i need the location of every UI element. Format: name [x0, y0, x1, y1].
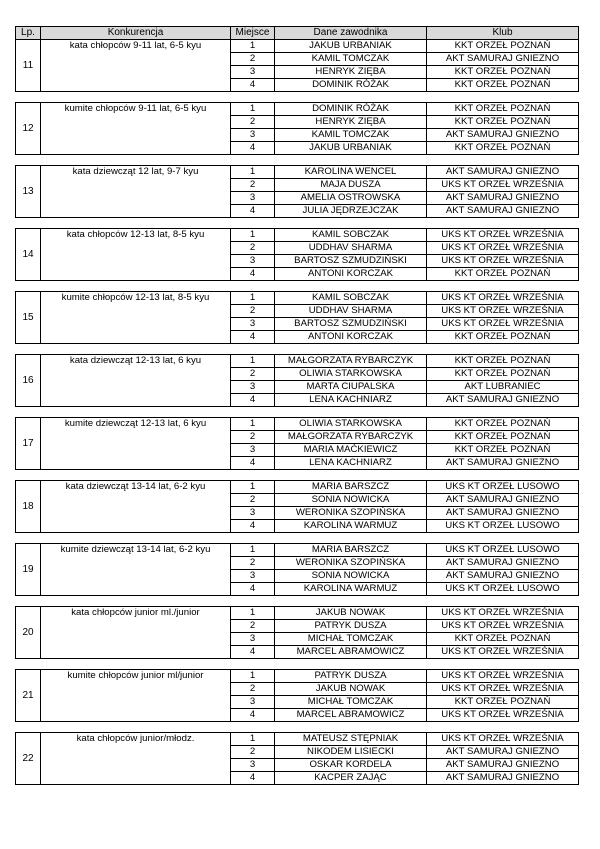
table-row: [16, 544, 579, 557]
header-competition: Konkurencja: [41, 27, 231, 40]
competition-cell: kata dziewcząt 12 lat, 9-7 kyu: [41, 166, 231, 218]
club-cell: KKT ORZEŁ POZNAŃ: [427, 418, 579, 431]
table-row: [16, 418, 579, 431]
club-cell: KKT ORZEŁ POZNAŃ: [427, 696, 579, 709]
athlete-cell: MARCEL ABRAMOWICZ: [275, 709, 427, 722]
athlete-cell: JULIA JĘDRZEJCZAK: [275, 205, 427, 218]
results-table: [15, 26, 579, 785]
place-cell: 3: [231, 66, 275, 79]
table-row: [16, 733, 579, 746]
place-cell: 1: [231, 229, 275, 242]
club-cell: KKT ORZEŁ POZNAŃ: [427, 431, 579, 444]
club-cell: KKT ORZEŁ POZNAŃ: [427, 368, 579, 381]
athlete-cell: MAJA DUSZA: [275, 179, 427, 192]
place-cell: 1: [231, 544, 275, 557]
group-spacer: [16, 407, 579, 418]
athlete-cell: MAŁGORZATA RYBARCZYK: [275, 355, 427, 368]
competition-cell: kumite chłopców 9-11 lat, 6-5 kyu: [41, 103, 231, 155]
athlete-cell: MARIA BARSZCZ: [275, 481, 427, 494]
club-cell: KKT ORZEŁ POZNAŃ: [427, 103, 579, 116]
table-row: [16, 166, 579, 179]
group-spacer: [16, 722, 579, 733]
club-cell: KKT ORZEŁ POZNAŃ: [427, 268, 579, 281]
athlete-cell: MARCEL ABRAMOWICZ: [275, 646, 427, 659]
athlete-cell: KAMIL SOBCZAK: [275, 229, 427, 242]
place-cell: 2: [231, 557, 275, 570]
place-cell: 1: [231, 103, 275, 116]
athlete-cell: BARTOSZ SZMUDZIŃSKI: [275, 318, 427, 331]
place-cell: 3: [231, 507, 275, 520]
place-cell: 2: [231, 305, 275, 318]
club-cell: KKT ORZEŁ POZNAŃ: [427, 444, 579, 457]
athlete-cell: JAKUB NOWAK: [275, 683, 427, 696]
club-cell: AKT SAMURAJ GNIEZNO: [427, 494, 579, 507]
place-cell: 2: [231, 179, 275, 192]
club-cell: KKT ORZEŁ POZNAŃ: [427, 633, 579, 646]
club-cell: AKT SAMURAJ GNIEZNO: [427, 557, 579, 570]
group-spacer: [16, 659, 579, 670]
athlete-cell: LENA KACHNIARZ: [275, 394, 427, 407]
club-cell: UKS KT ORZEŁ WRZEŚNIA: [427, 709, 579, 722]
athlete-cell: MATEUSZ STĘPNIAK: [275, 733, 427, 746]
club-cell: KKT ORZEŁ POZNAŃ: [427, 66, 579, 79]
athlete-cell: UDDHAV SHARMA: [275, 242, 427, 255]
place-cell: 2: [231, 53, 275, 66]
athlete-cell: ANTONI KORCZAK: [275, 268, 427, 281]
place-cell: 4: [231, 394, 275, 407]
club-cell: UKS KT ORZEŁ WRZEŚNIA: [427, 607, 579, 620]
athlete-cell: KAMIL SOBCZAK: [275, 292, 427, 305]
table-row: [16, 670, 579, 683]
lp-cell: 19: [16, 544, 41, 596]
club-cell: UKS KT ORZEŁ WRZEŚNIA: [427, 683, 579, 696]
club-cell: KKT ORZEŁ POZNAŃ: [427, 116, 579, 129]
header-lp: Lp.: [16, 27, 41, 40]
competition-cell: kata chłopców 9-11 lat, 6-5 kyu: [41, 40, 231, 92]
athlete-cell: KAROLINA WARMUZ: [275, 583, 427, 596]
place-cell: 4: [231, 646, 275, 659]
club-cell: AKT SAMURAJ GNIEZNO: [427, 166, 579, 179]
competition-cell: kumite dziewcząt 13-14 lat, 6-2 kyu: [41, 544, 231, 596]
place-cell: 4: [231, 79, 275, 92]
table-row: [16, 607, 579, 620]
lp-cell: 18: [16, 481, 41, 533]
competition-cell: kumite dziewcząt 12-13 lat, 6 kyu: [41, 418, 231, 470]
table-row: [16, 103, 579, 116]
place-cell: 1: [231, 292, 275, 305]
athlete-cell: BARTOSZ SZMUDZIŃSKI: [275, 255, 427, 268]
club-cell: KKT ORZEŁ POZNAŃ: [427, 79, 579, 92]
club-cell: UKS KT ORZEŁ LUSOWO: [427, 481, 579, 494]
competition-cell: kata chłopców junior/młodz.: [41, 733, 231, 785]
place-cell: 4: [231, 583, 275, 596]
athlete-cell: ANTONI KORCZAK: [275, 331, 427, 344]
athlete-cell: JAKUB URBANIAK: [275, 142, 427, 155]
place-cell: 3: [231, 633, 275, 646]
place-cell: 3: [231, 255, 275, 268]
club-cell: AKT SAMURAJ GNIEZNO: [427, 570, 579, 583]
athlete-cell: KACPER ZAJĄC: [275, 772, 427, 785]
lp-cell: 15: [16, 292, 41, 344]
club-cell: AKT SAMURAJ GNIEZNO: [427, 507, 579, 520]
club-cell: UKS KT ORZEŁ WRZEŚNIA: [427, 733, 579, 746]
table-header-row: [16, 27, 579, 40]
club-cell: KKT ORZEŁ POZNAŃ: [427, 331, 579, 344]
athlete-cell: OLIWIA STARKOWSKA: [275, 368, 427, 381]
athlete-cell: AMELIA OSTROWSKA: [275, 192, 427, 205]
club-cell: AKT SAMURAJ GNIEZNO: [427, 772, 579, 785]
athlete-cell: WERONIKA SZOPIŃSKA: [275, 557, 427, 570]
competition-cell: kata chłopców 12-13 lat, 8-5 kyu: [41, 229, 231, 281]
place-cell: 3: [231, 696, 275, 709]
club-cell: UKS KT ORZEŁ WRZEŚNIA: [427, 318, 579, 331]
group-spacer: [16, 218, 579, 229]
table-row: [16, 40, 579, 53]
athlete-cell: HENRYK ZIĘBA: [275, 116, 427, 129]
place-cell: 4: [231, 457, 275, 470]
club-cell: AKT SAMURAJ GNIEZNO: [427, 192, 579, 205]
place-cell: 2: [231, 368, 275, 381]
athlete-cell: KAMIL TOMCZAK: [275, 53, 427, 66]
lp-cell: 12: [16, 103, 41, 155]
place-cell: 2: [231, 494, 275, 507]
competition-cell: kata dziewcząt 13-14 lat, 6-2 kyu: [41, 481, 231, 533]
results-body: [16, 40, 579, 785]
club-cell: AKT SAMURAJ GNIEZNO: [427, 746, 579, 759]
athlete-cell: SONIA NOWICKA: [275, 570, 427, 583]
athlete-cell: WERONIKA SZOPIŃSKA: [275, 507, 427, 520]
club-cell: UKS KT ORZEŁ WRZEŚNIA: [427, 620, 579, 633]
group-spacer: [16, 155, 579, 166]
place-cell: 1: [231, 607, 275, 620]
place-cell: 1: [231, 355, 275, 368]
place-cell: 2: [231, 431, 275, 444]
athlete-cell: MARTA CIUPALSKA: [275, 381, 427, 394]
athlete-cell: PATRYK DUSZA: [275, 620, 427, 633]
table-row: [16, 292, 579, 305]
place-cell: 1: [231, 40, 275, 53]
lp-cell: 21: [16, 670, 41, 722]
place-cell: 4: [231, 772, 275, 785]
club-cell: AKT SAMURAJ GNIEZNO: [427, 759, 579, 772]
group-spacer: [16, 281, 579, 292]
club-cell: AKT LUBRANIEC: [427, 381, 579, 394]
place-cell: 2: [231, 620, 275, 633]
place-cell: 2: [231, 746, 275, 759]
competition-cell: kumite chłopców 12-13 lat, 8-5 kyu: [41, 292, 231, 344]
club-cell: UKS KT ORZEŁ WRZEŚNIA: [427, 179, 579, 192]
place-cell: 2: [231, 116, 275, 129]
club-cell: KKT ORZEŁ POZNAŃ: [427, 40, 579, 53]
club-cell: KKT ORZEŁ POZNAŃ: [427, 355, 579, 368]
competition-cell: kata chłopców junior ml./junior: [41, 607, 231, 659]
athlete-cell: KAMIL TOMCZAK: [275, 129, 427, 142]
table-row: [16, 355, 579, 368]
club-cell: UKS KT ORZEŁ WRZEŚNIA: [427, 646, 579, 659]
club-cell: UKS KT ORZEŁ WRZEŚNIA: [427, 229, 579, 242]
club-cell: UKS KT ORZEŁ WRZEŚNIA: [427, 305, 579, 318]
lp-cell: 22: [16, 733, 41, 785]
place-cell: 1: [231, 166, 275, 179]
lp-cell: 11: [16, 40, 41, 92]
club-cell: AKT SAMURAJ GNIEZNO: [427, 53, 579, 66]
athlete-cell: MARIA MAĆKIEWICZ: [275, 444, 427, 457]
place-cell: 3: [231, 444, 275, 457]
club-cell: UKS KT ORZEŁ LUSOWO: [427, 583, 579, 596]
place-cell: 3: [231, 759, 275, 772]
athlete-cell: KAROLINA WENCEL: [275, 166, 427, 179]
club-cell: KKT ORZEŁ POZNAŃ: [427, 142, 579, 155]
place-cell: 1: [231, 733, 275, 746]
place-cell: 3: [231, 129, 275, 142]
place-cell: 3: [231, 318, 275, 331]
table-row: [16, 229, 579, 242]
place-cell: 1: [231, 418, 275, 431]
competition-cell: kata dziewcząt 12-13 lat, 6 kyu: [41, 355, 231, 407]
group-spacer: [16, 344, 579, 355]
group-spacer: [16, 533, 579, 544]
lp-cell: 14: [16, 229, 41, 281]
group-spacer: [16, 92, 579, 103]
club-cell: UKS KT ORZEŁ WRZEŚNIA: [427, 670, 579, 683]
lp-cell: 13: [16, 166, 41, 218]
athlete-cell: MICHAŁ TOMCZAK: [275, 633, 427, 646]
club-cell: UKS KT ORZEŁ LUSOWO: [427, 544, 579, 557]
athlete-cell: KAROLINA WARMUZ: [275, 520, 427, 533]
club-cell: UKS KT ORZEŁ WRZEŚNIA: [427, 292, 579, 305]
place-cell: 4: [231, 520, 275, 533]
place-cell: 1: [231, 670, 275, 683]
place-cell: 4: [231, 205, 275, 218]
place-cell: 4: [231, 142, 275, 155]
athlete-cell: NIKODEM LISIECKI: [275, 746, 427, 759]
club-cell: UKS KT ORZEŁ WRZEŚNIA: [427, 242, 579, 255]
place-cell: 4: [231, 709, 275, 722]
place-cell: 4: [231, 331, 275, 344]
athlete-cell: MAŁGORZATA RYBARCZYK: [275, 431, 427, 444]
place-cell: 1: [231, 481, 275, 494]
athlete-cell: OSKAR KORDELA: [275, 759, 427, 772]
lp-cell: 20: [16, 607, 41, 659]
competition-cell: kumite chłopców junior ml/junior: [41, 670, 231, 722]
lp-cell: 17: [16, 418, 41, 470]
athlete-cell: OLIWIA STARKOWSKA: [275, 418, 427, 431]
club-cell: AKT SAMURAJ GNIEZNO: [427, 457, 579, 470]
place-cell: 2: [231, 242, 275, 255]
header-athlete: Dane zawodnika: [275, 27, 427, 40]
place-cell: 4: [231, 268, 275, 281]
club-cell: AKT SAMURAJ GNIEZNO: [427, 394, 579, 407]
club-cell: UKS KT ORZEŁ WRZEŚNIA: [427, 255, 579, 268]
header-club: Klub: [427, 27, 579, 40]
club-cell: AKT SAMURAJ GNIEZNO: [427, 129, 579, 142]
club-cell: AKT SAMURAJ GNIEZNO: [427, 205, 579, 218]
athlete-cell: UDDHAV SHARMA: [275, 305, 427, 318]
athlete-cell: SONIA NOWICKA: [275, 494, 427, 507]
place-cell: 3: [231, 570, 275, 583]
athlete-cell: JAKUB URBANIAK: [275, 40, 427, 53]
table-row: [16, 481, 579, 494]
athlete-cell: JAKUB NOWAK: [275, 607, 427, 620]
lp-cell: 16: [16, 355, 41, 407]
group-spacer: [16, 470, 579, 481]
athlete-cell: DOMINIK RÓŻAK: [275, 79, 427, 92]
header-place: Miejsce: [231, 27, 275, 40]
place-cell: 2: [231, 683, 275, 696]
athlete-cell: MARIA BARSZCZ: [275, 544, 427, 557]
athlete-cell: DOMINIK RÓŻAK: [275, 103, 427, 116]
athlete-cell: HENRYK ZIĘBA: [275, 66, 427, 79]
group-spacer: [16, 596, 579, 607]
athlete-cell: LENA KACHNIARZ: [275, 457, 427, 470]
place-cell: 3: [231, 381, 275, 394]
athlete-cell: MICHAŁ TOMCZAK: [275, 696, 427, 709]
athlete-cell: PATRYK DUSZA: [275, 670, 427, 683]
club-cell: UKS KT ORZEŁ LUSOWO: [427, 520, 579, 533]
place-cell: 3: [231, 192, 275, 205]
